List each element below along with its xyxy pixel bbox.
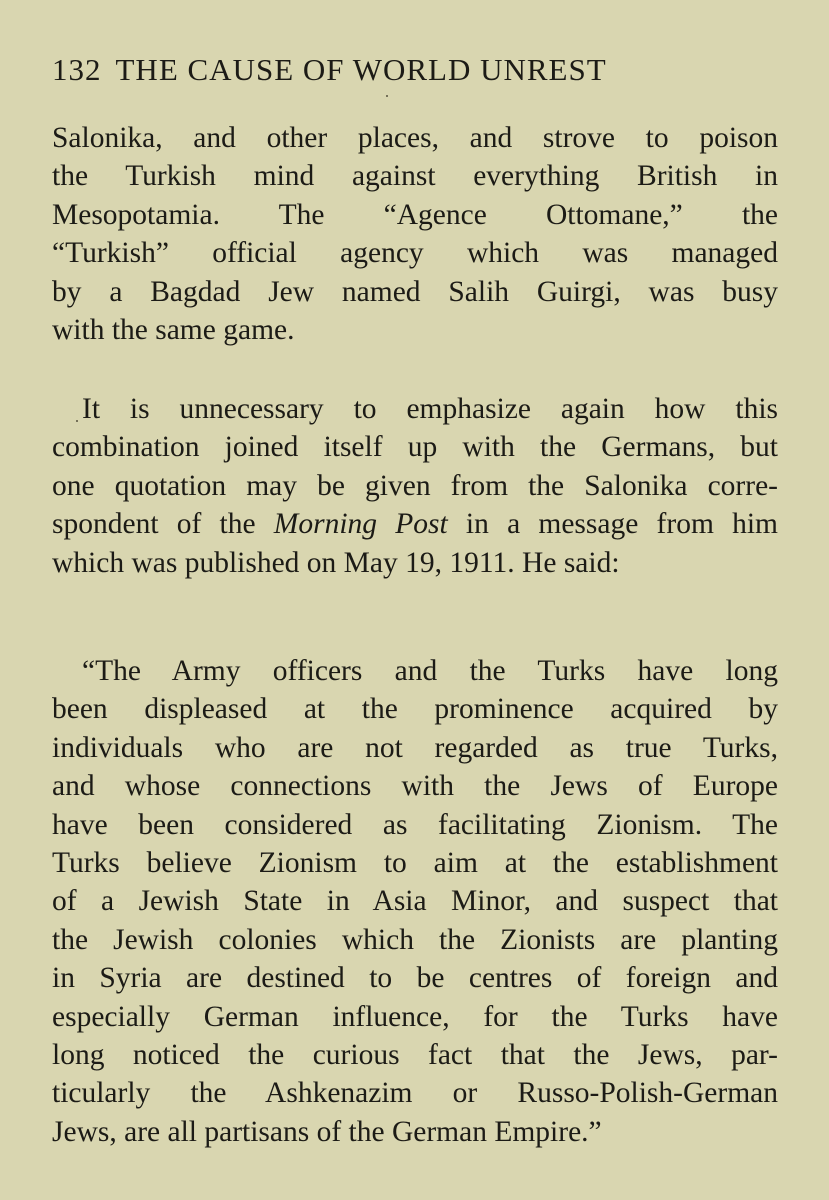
text-line: in Syria are destined to be centres of foreign and [52,962,778,995]
text-line: which was published on May 19, 1911. He said: [52,546,620,579]
page-number: 132 [52,52,102,87]
paragraph-2 [52,390,778,582]
text-line: the Turkish mind against everything British in [52,160,778,193]
running-title: THE CAUSE OF WORLD UNREST [115,52,607,87]
newspaper-title: Morning Post [273,508,448,541]
text-line: one quotation may be given from the Salonika corre- [52,469,778,502]
text-line: Turks believe Zionism to aim at the establishment [52,846,778,879]
text-line [52,505,778,543]
text-line: especially German influence, for the Turks have [52,1000,778,1033]
text-line: Salonika, and other places, and strove to poison [52,122,778,154]
text-line: been displeased at the prominence acquired by [52,693,778,726]
block-quotation [52,652,778,1151]
text-line: ticularly the Ashkenazim or Russo-Polish-German [52,1077,778,1110]
text-line: the Jewish colonies which the Zionists are planting [52,923,778,956]
text-segment: in a message from him [447,508,778,541]
text-line: Jews, are all partisans of the German Empire.” [52,1115,602,1148]
text-line: It is unnecessary to emphasize again how this [82,393,778,425]
text-line: Mesopotamia. The “Agence Ottomane,” the [52,198,778,231]
paper-speck [386,95,388,97]
text-line: long noticed the curious fact that the Jews, par- [52,1038,778,1071]
text-line: individuals who are not regarded as true Turks, [52,731,778,764]
text-line: have been considered as facilitating Zionism. The [52,808,778,841]
text-segment: spondent of the [52,508,274,541]
text-line: with the same game. [52,313,295,346]
text-line: by a Bagdad Jew named Salih Guirgi, was busy [52,275,778,308]
text-line: “The Army officers and the Turks have long [82,655,778,687]
text-line: combination joined itself up with the Germans, but [52,431,778,464]
paragraph-1 [52,119,778,349]
paper-speck [76,420,78,422]
text-line: of a Jewish State in Asia Minor, and suspect that [52,885,778,918]
text-line: “Turkish” official agency which was managed [52,237,778,270]
text-line: and whose connections with the Jews of Europe [52,770,778,803]
running-head [52,44,712,96]
